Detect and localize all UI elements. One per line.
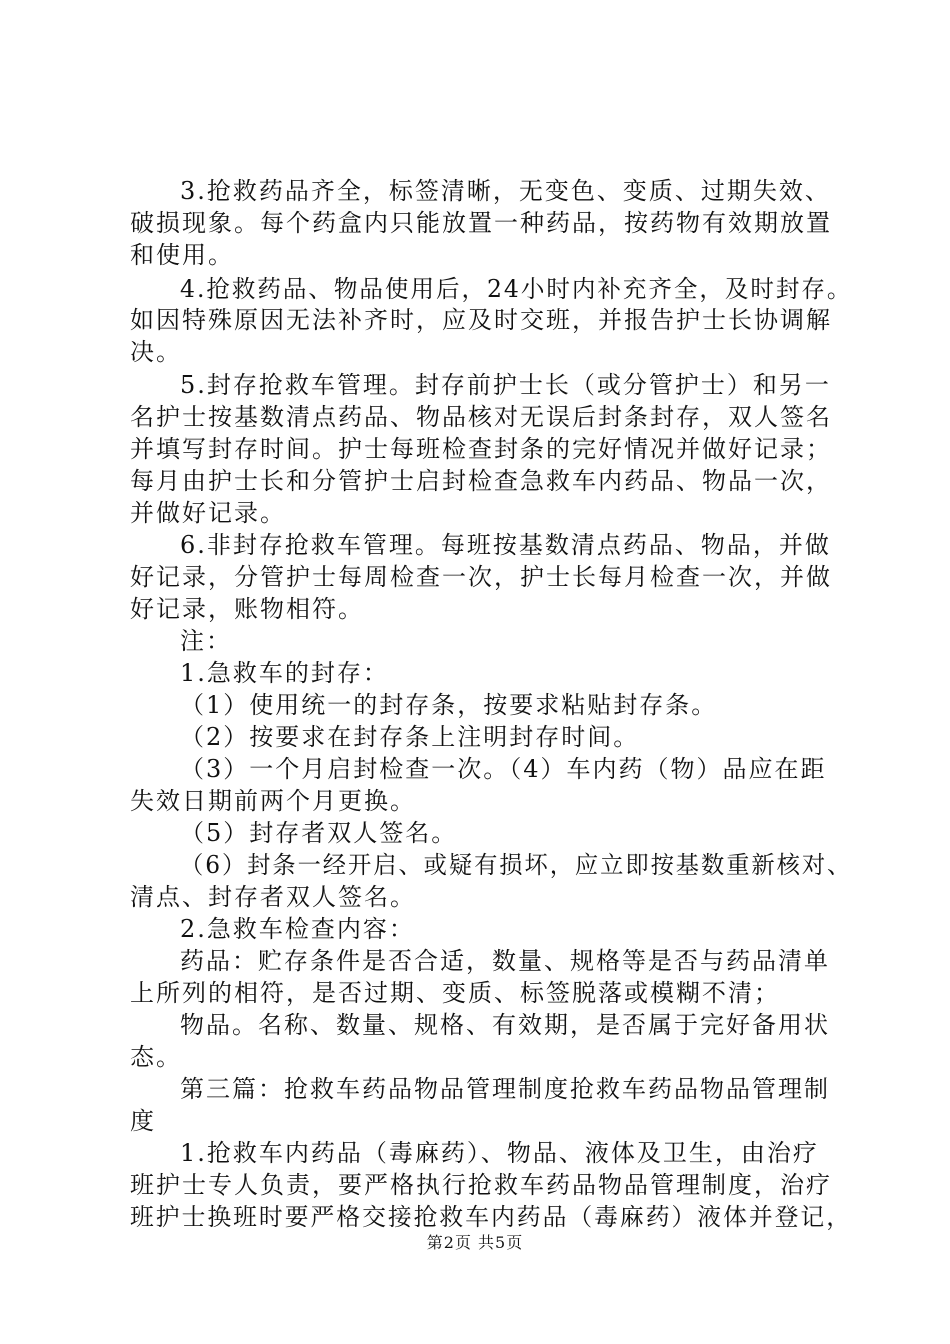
text-line: 1.抢救车内药品（毒麻药）、物品、液体及卫生，由治疗 bbox=[180, 1139, 819, 1167]
text-line: 上所列的相符，是否过期、变质、标签脱落或模糊不清； bbox=[130, 979, 780, 1007]
text-line: 态。 bbox=[130, 1043, 182, 1071]
text-line: 如因特殊原因无法补齐时，应及时交班，并报告护士长协调解 bbox=[130, 306, 832, 334]
text-line: 并做好记录。 bbox=[130, 499, 286, 527]
text-line: 决。 bbox=[130, 338, 182, 366]
text-line: 注： bbox=[180, 627, 232, 655]
text-line: 1.急救车的封存： bbox=[180, 659, 389, 687]
text-line: 失效日期前两个月更换。 bbox=[130, 787, 416, 815]
text-line: 2.急救车检查内容： bbox=[180, 915, 415, 943]
text-line: 班护士专人负责，要严格执行抢救车药品物品管理制度，治疗 bbox=[130, 1171, 832, 1199]
text-line: 4.抢救药品、物品使用后，24小时内补充齐全，及时封存。 bbox=[180, 275, 853, 303]
text-line: 班护士换班时要严格交接抢救车内药品（毒麻药）液体并登记， bbox=[130, 1203, 852, 1231]
text-line: 3.抢救药品齐全，标签清晰，无变色、变质、过期失效、 bbox=[180, 177, 831, 205]
text-line: （2）按要求在封存条上注明封存时间。 bbox=[180, 723, 640, 751]
text-line: 和使用。 bbox=[130, 241, 234, 269]
section-heading: 第三篇：抢救车药品物品管理制度抢救车药品物品管理制 bbox=[180, 1075, 830, 1103]
text-line: （5）封存者双人签名。 bbox=[180, 819, 458, 847]
text-line: （6）封条一经开启、或疑有损坏，应立即按基数重新核对、 bbox=[180, 851, 853, 879]
text-line: （3）一个月启封检查一次。（4）车内药（物）品应在距 bbox=[180, 755, 827, 783]
text-line: 好记录，账物相符。 bbox=[130, 595, 364, 623]
text-line: 好记录，分管护士每周检查一次，护士长每月检查一次，并做 bbox=[130, 563, 832, 591]
text-line: 清点、封存者双人签名。 bbox=[130, 883, 416, 911]
text-line: 6.非封存抢救车管理。每班按基数清点药品、物品，并做 bbox=[180, 531, 831, 559]
text-line: 破损现象。每个药盒内只能放置一种药品，按药物有效期放置 bbox=[130, 209, 832, 237]
text-line: （1）使用统一的封存条，按要求粘贴封存条。 bbox=[180, 691, 718, 719]
text-line: 名护士按基数清点药品、物品核对无误后封条封存，双人签名 bbox=[130, 403, 832, 431]
text-line: 5.封存抢救车管理。封存前护士长（或分管护士）和另一 bbox=[180, 371, 831, 399]
page-footer: 第2页 共5页 bbox=[426, 1233, 524, 1252]
text-line: 并填写封存时间。护士每班检查封条的完好情况并做好记录； bbox=[130, 435, 832, 463]
text-line: 每月由护士长和分管护士启封检查急救车内药品、物品一次， bbox=[130, 467, 832, 495]
text-line: 药品：贮存条件是否合适，数量、规格等是否与药品清单 bbox=[180, 947, 830, 975]
section-heading: 度 bbox=[130, 1107, 156, 1135]
text-line: 物品。名称、数量、规格、有效期，是否属于完好备用状 bbox=[180, 1011, 830, 1039]
